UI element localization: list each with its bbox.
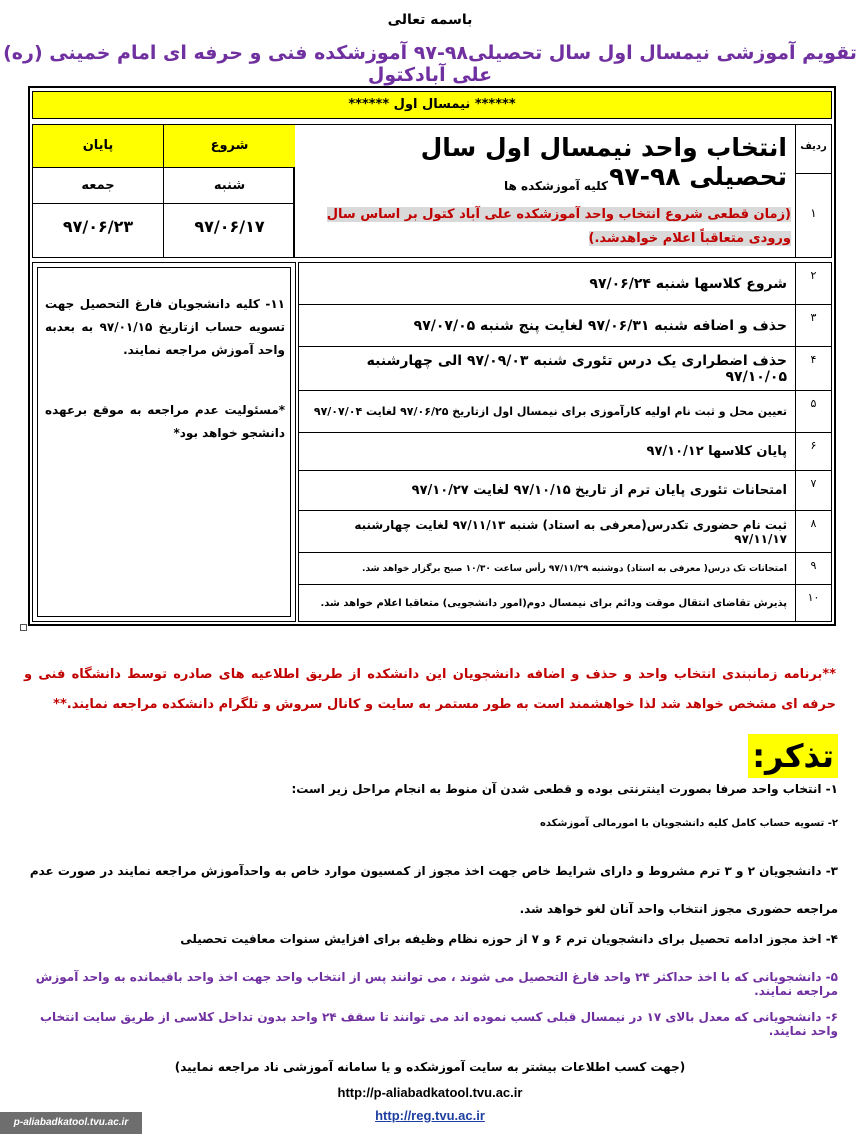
row-text: حذف اضطراری یک درس تئوری شنبه ۹۷/۰۹/۰۳ الی چهارشنبه ۹۷/۱۰/۰۵ <box>366 352 787 385</box>
radif-header: ردیف <box>795 125 831 173</box>
date-box <box>33 125 295 257</box>
row-number: ۷ <box>795 471 831 510</box>
reminder-heading: تذکر: <box>748 734 838 778</box>
row-text: تعیین محل و ثبت نام اولیه کارآموزی برای نیمسال اول ازتاریخ ۹۷/۰۶/۲۵ لغایت ۹۷/۰۷/۰۴ <box>313 405 787 418</box>
bismillah: باسمه تعالی <box>387 12 473 28</box>
list-item <box>299 305 831 347</box>
semester-bar: ****** نیمسال اول ****** <box>32 91 832 119</box>
note-item: ۲- تسویه حساب کامل کلیه دانشجویان با امورمالی آموزشکده <box>539 818 838 829</box>
list-item <box>299 347 831 391</box>
list-item <box>299 263 831 305</box>
end-date: ۹۷/۰۶/۲۳ <box>33 203 164 257</box>
course-selection-title: انتخاب واحد نیمسال اول سال تحصیلی ۹۸-۹۷ <box>420 133 787 191</box>
list-item <box>299 471 831 511</box>
graduates-panel <box>32 262 296 622</box>
course-selection-note-text: (زمان قطعی شروع انتخاب واحد آموزشکده علی آباد کتول بر اساس سال ورودی متعاقباً اعلام خواهدشد.) <box>326 207 791 246</box>
reg-url-link[interactable]: http://reg.tvu.ac.ir <box>375 1108 485 1123</box>
graduates-note: *مسئولیت عدم مراجعه به موقع برعهده دانشجو خواهد بود* <box>45 403 285 440</box>
row-text: شروع کلاسها شنبه ۹۷/۰۶/۲۴ <box>589 275 787 292</box>
site-watermark: p-aliabadkatool.tvu.ac.ir <box>0 1112 142 1134</box>
list-item <box>299 391 831 433</box>
list-item <box>299 553 831 585</box>
schedule-list <box>298 262 832 622</box>
note-item: ۳- دانشجویان ۲ و ۳ ترم مشروط و دارای شرایط خاص جهت اخذ مجوز از کمسیون موارد خاص به واحدآموزش مراجعه نمایند در صورت عدم مراجعه حضوری مجوز انتخاب واحد آنان لغو خواهد شد. <box>29 864 838 916</box>
graduates-text: ۱۱- کلیه دانشجویان فارغ التحصیل جهت تسویه حساب ازتاریخ ۹۷/۰۱/۱۵ به بعدبه واحد آموزش مراجعه نمایند. <box>45 297 285 357</box>
start-date: ۹۷/۰۶/۱۷ <box>164 203 295 257</box>
list-item <box>299 511 831 553</box>
row-number: ۳ <box>795 305 831 346</box>
row-number: ۶ <box>795 433 831 470</box>
note-item: ۵- دانشجویانی که با اخذ حداکثر ۲۴ واحد فارغ التحصیل می شوند ، می توانند پس از انتخاب واحد جهت اخذ واحد باقیمانده به واحد آموزش مراجعه نمایند. <box>35 970 838 998</box>
course-selection-note <box>321 203 791 251</box>
row-text: پذیرش تقاضای انتقال موقت ودائم برای نیمسال دوم(امور دانشجویی) متعاقبا اعلام خواهد شد. <box>320 597 787 609</box>
start-day: شنبه <box>164 167 295 203</box>
row-text: حذف و اضافه شنبه ۹۷/۰۶/۳۱ لغایت پنج شنبه ۹۷/۰۷/۰۵ <box>413 317 787 334</box>
note-item: ۴- اخذ مجوز ادامه تحصیل برای دانشجویان ترم ۶ و ۷ از حوزه نظام وظیفه برای افزایش سنوات معافیت تحصیلی <box>180 932 838 946</box>
end-day: جمعه <box>33 167 164 203</box>
row-number: ۴ <box>795 347 831 390</box>
row-number: ۲ <box>795 263 831 304</box>
page-title: تقویم آموزشی نیمسال اول سال تحصیلی۹۸-۹۷ آموزشکده فنی و حرفه ای امام خمینی (ره) علی آبادکتول <box>3 42 857 86</box>
start-label: شروع <box>164 125 295 167</box>
row-number: ۵ <box>795 391 831 432</box>
table-resize-handle <box>20 624 27 631</box>
row-text: امتحانات تئوری پایان ترم از تاریخ ۹۷/۱۰/۱۵ لغایت ۹۷/۱۰/۲۷ <box>411 483 787 498</box>
list-item <box>299 585 831 621</box>
row-text: امتحانات تک درس( معرفی به استاد) دوشنبه ۹۷/۱۱/۲۹ رأس ساعت ۱۰/۳۰ صبح برگزار خواهد شد. <box>362 563 787 574</box>
footer-info: (جهت کسب اطلاعات بیشتر به سایت آموزشکده و یا سامانه آموزشی ناد مراجعه نمایید) <box>174 1060 686 1074</box>
row-number: ۸ <box>795 511 831 552</box>
row-number: ۱ <box>795 173 831 257</box>
college-url[interactable]: http://p-aliabadkatool.tvu.ac.ir <box>337 1085 523 1100</box>
row-1-course-selection <box>32 124 832 258</box>
row-number: ۱۰ <box>795 585 831 621</box>
note-item: ۶- دانشجویانی که معدل بالای ۱۷ در نیمسال قبلی کسب نموده اند می توانند تا سقف ۲۴ واحد بدون تداخل کلاسی از طریق سایت انتخاب واحد نمایند. <box>39 1010 838 1038</box>
row-text: ثبت نام حضوری تکدرس(معرفی به استاد) شنبه ۹۷/۱۱/۱۳ لغایت چهارشنبه ۹۷/۱۱/۱۷ <box>354 517 787 546</box>
schedule-warning: **برنامه زمانبندی انتخاب واحد و حذف و اضافه دانشجویان این دانشکده از طریق اطلاعیه های صادره توسط دانشگاه فنی و حرفه ای مشخص خواهد شد لذا خواهشمند است به طور مستمر به سایت و کانال سروش و تلگرام دانشکده مراجعه نمایند.** <box>24 667 836 712</box>
row-number: ۹ <box>795 553 831 584</box>
end-label: پایان <box>33 125 164 167</box>
note-item: ۱- انتخاب واحد صرفا بصورت اینترنتی بوده و قطعی شدن آن منوط به انجام مراحل زیر است: <box>291 782 838 796</box>
list-item <box>299 433 831 471</box>
course-selection-subtitle: کلیه آموزشکده ها <box>503 179 608 193</box>
row-text: پایان کلاسها ۹۷/۱۰/۱۲ <box>646 444 787 459</box>
